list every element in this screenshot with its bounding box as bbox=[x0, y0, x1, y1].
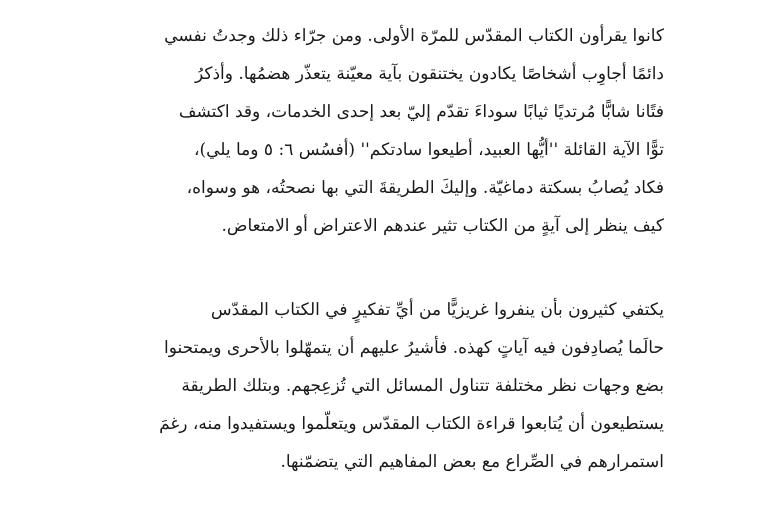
text-line bbox=[108, 0, 664, 17]
paragraph-2 bbox=[108, 291, 664, 481]
text-line: فتًانا شابًّا مُرتديًا ثيابًا سوداءَ تقدّم إليّ بعد إحدى الخدمات، وقد اكتشف bbox=[178, 102, 664, 122]
text-line: فكاد يُصابُ بسكتة دماغيّة. وإليكَ الطريقةَ التي بها نصحتُه، هو وسواه، bbox=[186, 178, 664, 198]
paragraph-1 bbox=[108, 0, 664, 245]
text-line: كيف ينظر إلى آيةٍ من الكتاب تثير عندهم الاعتراض أو الامتعاض. bbox=[221, 216, 664, 236]
text-line: توًّا الآية القائلة ''أيُّها العبيد، أطيعوا سادتكم'' (أفسُس ٦: ٥ وما يلي)، bbox=[193, 140, 664, 160]
text-line: يستطيعون أن يُتابعوا قراءة الكتاب المقدّس ويتعلّموا ويستفيدوا منه، رغمَ bbox=[159, 414, 664, 434]
text-line: يكتفي كثيرون بأن ينفروا غريزيًّا من أيِّ تفكيرٍ في الكتاب المقدّس bbox=[210, 300, 664, 320]
text-line: كانوا يقرأون الكتاب المقدّس للمرّة الأولى. ومن جرّاء ذلك وجدتُ نفسي bbox=[164, 26, 664, 46]
text-line: حالَما يُصادِفون فيه آياتٍ كهذه. فأشيرُ عليهم أن يتمهّلوا بالأحرى ويمتحنوا bbox=[164, 338, 664, 358]
text-line: استمرارهم في الصِّراع مع بعض المفاهيم التي يتضمّنها. bbox=[280, 452, 664, 472]
text-line: بضع وجهات نظر مختلفة تتناول المسائل التي تُزعِجهم. وبتلك الطريقة bbox=[181, 376, 664, 396]
text-line: دائمًا أجاوِب أشخاصًا يكادون يختنقون بآية معيّنة يتعذّر هضمُها. وأذكرُ bbox=[195, 64, 664, 84]
